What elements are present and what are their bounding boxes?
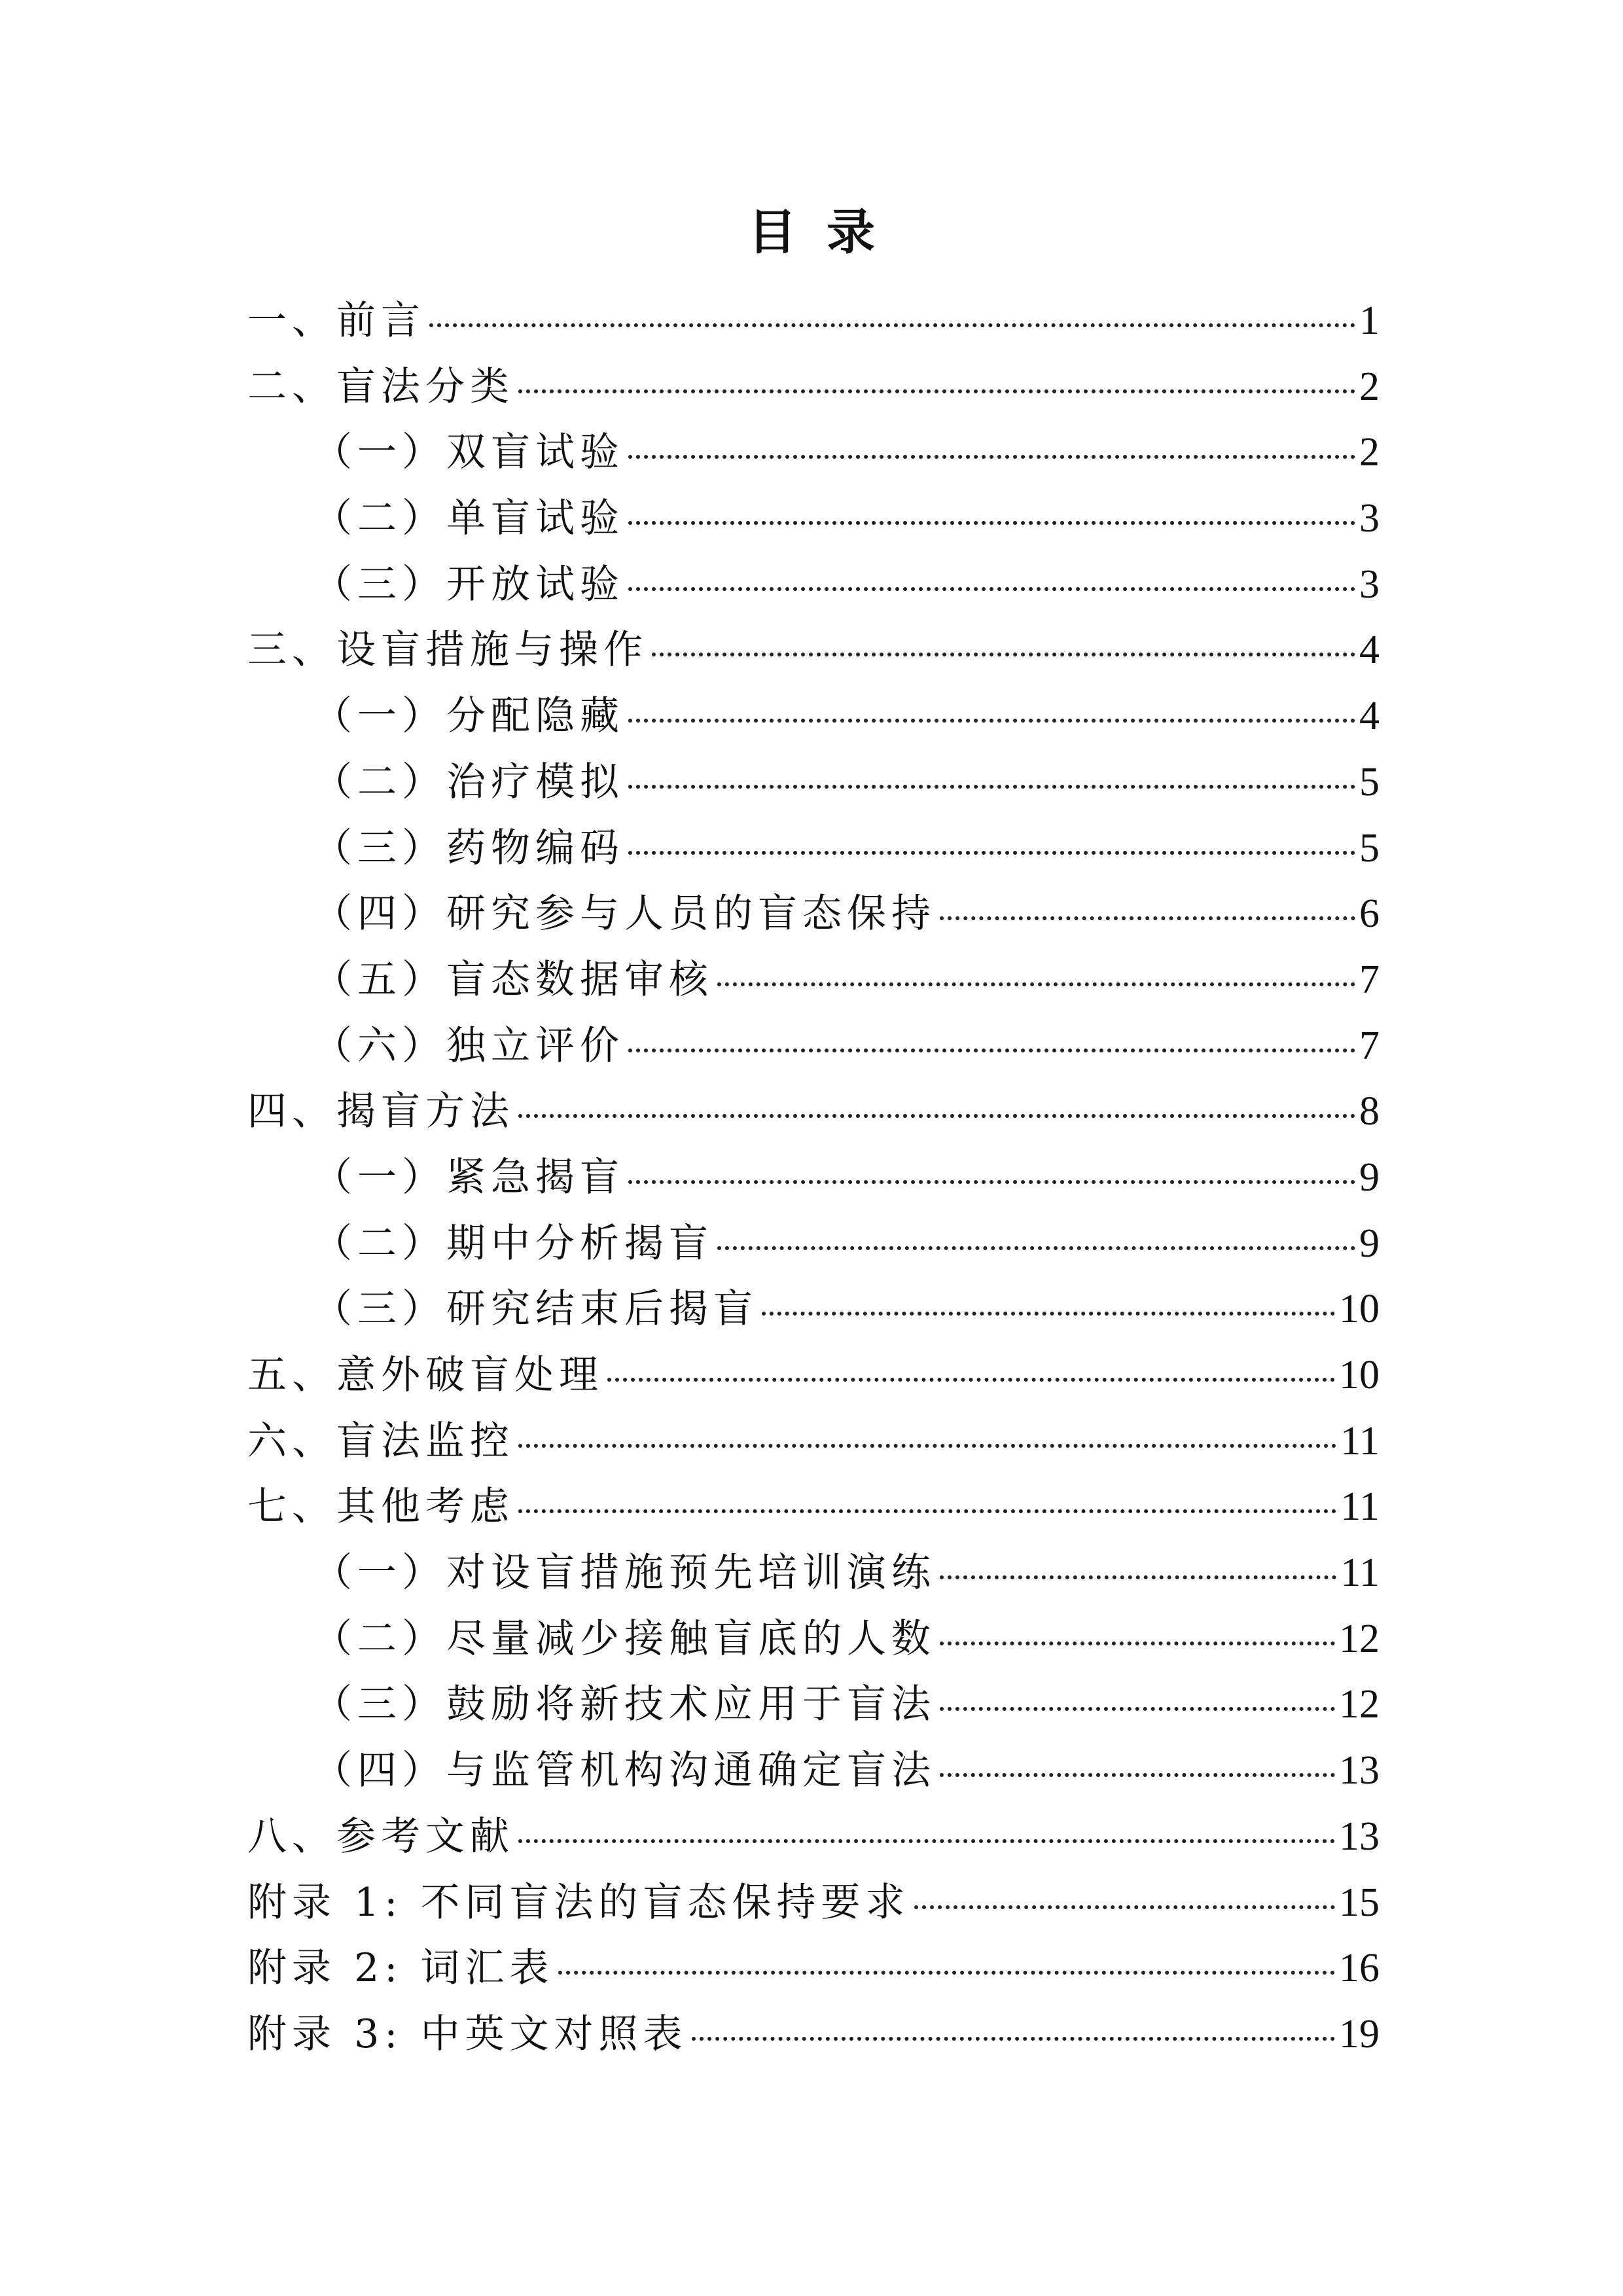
toc-entry-label: 附录 1: 不同盲法的盲态保持要求 (247, 1879, 910, 1926)
toc-entry-page-number: 5 (1359, 759, 1380, 804)
toc-entry-label: （三）鼓励将新技术应用于盲法 (313, 1681, 936, 1728)
toc-entry-label: （二）尽量减少接触盲底的人数 (313, 1615, 936, 1662)
toc-entry-label: （三）研究结束后揭盲 (313, 1286, 758, 1333)
dot-leader (692, 2037, 1335, 2041)
toc-entry-page-number: 7 (1359, 1023, 1380, 1068)
toc-entry-label: （二）单盲试验 (313, 495, 624, 542)
toc-entry[interactable] (247, 1276, 1380, 1342)
toc-entry-label: （四）与监管机构沟通确定盲法 (313, 1748, 936, 1794)
toc-entry-label: 四、揭盲方法 (247, 1088, 514, 1135)
toc-entry[interactable] (247, 1804, 1380, 1870)
toc-entry[interactable] (247, 1013, 1380, 1079)
toc-entry-page-number: 3 (1359, 496, 1380, 541)
dot-leader (628, 1180, 1355, 1184)
toc-entry-page-number: 10 (1339, 1287, 1380, 1332)
toc-entry-page-number: 8 (1359, 1089, 1380, 1134)
toc-entry[interactable] (247, 1738, 1380, 1804)
toc-entry-label: （三）药物编码 (313, 825, 624, 871)
toc-entry-page-number: 11 (1340, 1418, 1380, 1463)
toc-entry[interactable] (247, 947, 1380, 1013)
toc-entry-page-number: 2 (1359, 364, 1380, 409)
toc-entry-label: 一、前言 (247, 298, 425, 344)
dot-leader (717, 982, 1355, 986)
dot-leader (940, 1641, 1335, 1645)
toc-entry-label: （二）期中分析揭盲 (313, 1220, 713, 1266)
dot-leader (628, 851, 1355, 855)
dot-leader (940, 1575, 1336, 1579)
toc-entry[interactable] (247, 881, 1380, 947)
toc-entry-page-number: 16 (1339, 1946, 1380, 1991)
toc-entry-page-number: 5 (1359, 825, 1380, 870)
dot-leader (518, 389, 1355, 393)
toc-entry-page-number: 2 (1359, 430, 1380, 475)
dot-leader (940, 1707, 1335, 1711)
toc-entry[interactable] (247, 683, 1380, 749)
toc-entry[interactable] (247, 354, 1380, 420)
toc-entry[interactable] (247, 1342, 1380, 1408)
dot-leader (518, 1444, 1336, 1448)
toc-entry-page-number: 10 (1339, 1353, 1380, 1397)
dot-leader (914, 1905, 1335, 1909)
toc-entry[interactable] (247, 1474, 1380, 1540)
dot-leader (518, 1509, 1336, 1513)
toc-entry-page-number: 12 (1339, 1616, 1380, 1661)
toc-entry-label: （六）独立评价 (313, 1022, 624, 1069)
toc-entry-label: （三）开放试验 (313, 561, 624, 607)
dot-leader (518, 1114, 1355, 1118)
toc-entry-page-number: 11 (1340, 1484, 1380, 1530)
toc-entry-page-number: 19 (1339, 2011, 1380, 2056)
dot-leader (628, 587, 1355, 591)
toc-entry[interactable] (247, 617, 1380, 683)
toc-entry[interactable] (247, 1672, 1380, 1738)
toc-entry[interactable] (247, 816, 1380, 882)
toc-entry[interactable] (247, 420, 1380, 486)
toc-entry-label: （一）分配隐藏 (313, 693, 624, 740)
toc-entry-label: （一）紧急揭盲 (313, 1154, 624, 1200)
toc-entry-page-number: 6 (1359, 891, 1380, 937)
toc-entry[interactable] (247, 1540, 1380, 1606)
dot-leader (652, 653, 1355, 656)
toc-entry-page-number: 3 (1359, 562, 1380, 607)
dot-leader (628, 455, 1355, 459)
dot-leader (940, 1773, 1335, 1777)
dot-leader (429, 323, 1355, 327)
toc-entry-label: 五、意外破盲处理 (247, 1352, 603, 1398)
dot-leader (762, 1312, 1335, 1316)
toc-entry[interactable] (247, 552, 1380, 618)
toc-entry-label: 六、盲法监控 (247, 1418, 514, 1464)
toc-entry-page-number: 11 (1340, 1551, 1380, 1596)
toc-entry[interactable] (247, 288, 1380, 354)
toc-entry[interactable] (247, 1606, 1380, 1672)
dot-leader (518, 1839, 1335, 1843)
toc-entry[interactable] (247, 1408, 1380, 1475)
toc-entry-page-number: 13 (1339, 1814, 1380, 1859)
toc-entry-page-number: 13 (1339, 1748, 1380, 1793)
toc-entry[interactable] (247, 1935, 1380, 2001)
toc-entry-label: （四）研究参与人员的盲态保持 (313, 891, 936, 937)
toc-entry-label: （五）盲态数据审核 (313, 956, 713, 1003)
toc-title: 目录 (748, 204, 905, 260)
dot-leader (717, 1246, 1355, 1250)
dot-leader (607, 1378, 1335, 1382)
toc-list (247, 288, 1380, 2068)
toc-entry-page-number: 12 (1339, 1682, 1380, 1727)
toc-entry-page-number: 4 (1359, 694, 1380, 739)
toc-entry[interactable] (247, 1211, 1380, 1277)
toc-entry-page-number: 1 (1359, 298, 1380, 343)
dot-leader (628, 785, 1355, 789)
toc-entry[interactable] (247, 2001, 1380, 2068)
toc-entry-page-number: 15 (1339, 1880, 1380, 1925)
toc-entry[interactable] (247, 1145, 1380, 1211)
toc-entry-page-number: 7 (1359, 957, 1380, 1002)
toc-entry-label: 七、其他考虑 (247, 1484, 514, 1530)
toc-entry[interactable] (247, 1079, 1380, 1145)
toc-entry[interactable] (247, 486, 1380, 552)
toc-entry-label: 二、盲法分类 (247, 363, 514, 410)
dot-leader (940, 916, 1355, 920)
toc-entry[interactable] (247, 1870, 1380, 1936)
toc-entry-page-number: 4 (1359, 628, 1380, 673)
dot-leader (628, 719, 1355, 723)
toc-entry-label: 附录 3: 中英文对照表 (247, 2011, 688, 2057)
dot-leader (628, 521, 1355, 525)
toc-entry-page-number: 9 (1359, 1221, 1380, 1266)
toc-entry-label: （一）对设盲措施预先培训演练 (313, 1550, 936, 1596)
toc-entry-label: 八、参考文献 (247, 1813, 514, 1859)
dot-leader (628, 1049, 1355, 1052)
toc-entry-page-number: 9 (1359, 1155, 1380, 1200)
toc-entry-label: （一）双盲试验 (313, 429, 624, 476)
toc-entry-label: 附录 2: 词汇表 (247, 1945, 554, 1992)
dot-leader (558, 1971, 1335, 1975)
toc-entry[interactable] (247, 749, 1380, 816)
toc-entry-label: （二）治疗模拟 (313, 759, 624, 805)
toc-entry-label: 三、设盲措施与操作 (247, 627, 648, 673)
